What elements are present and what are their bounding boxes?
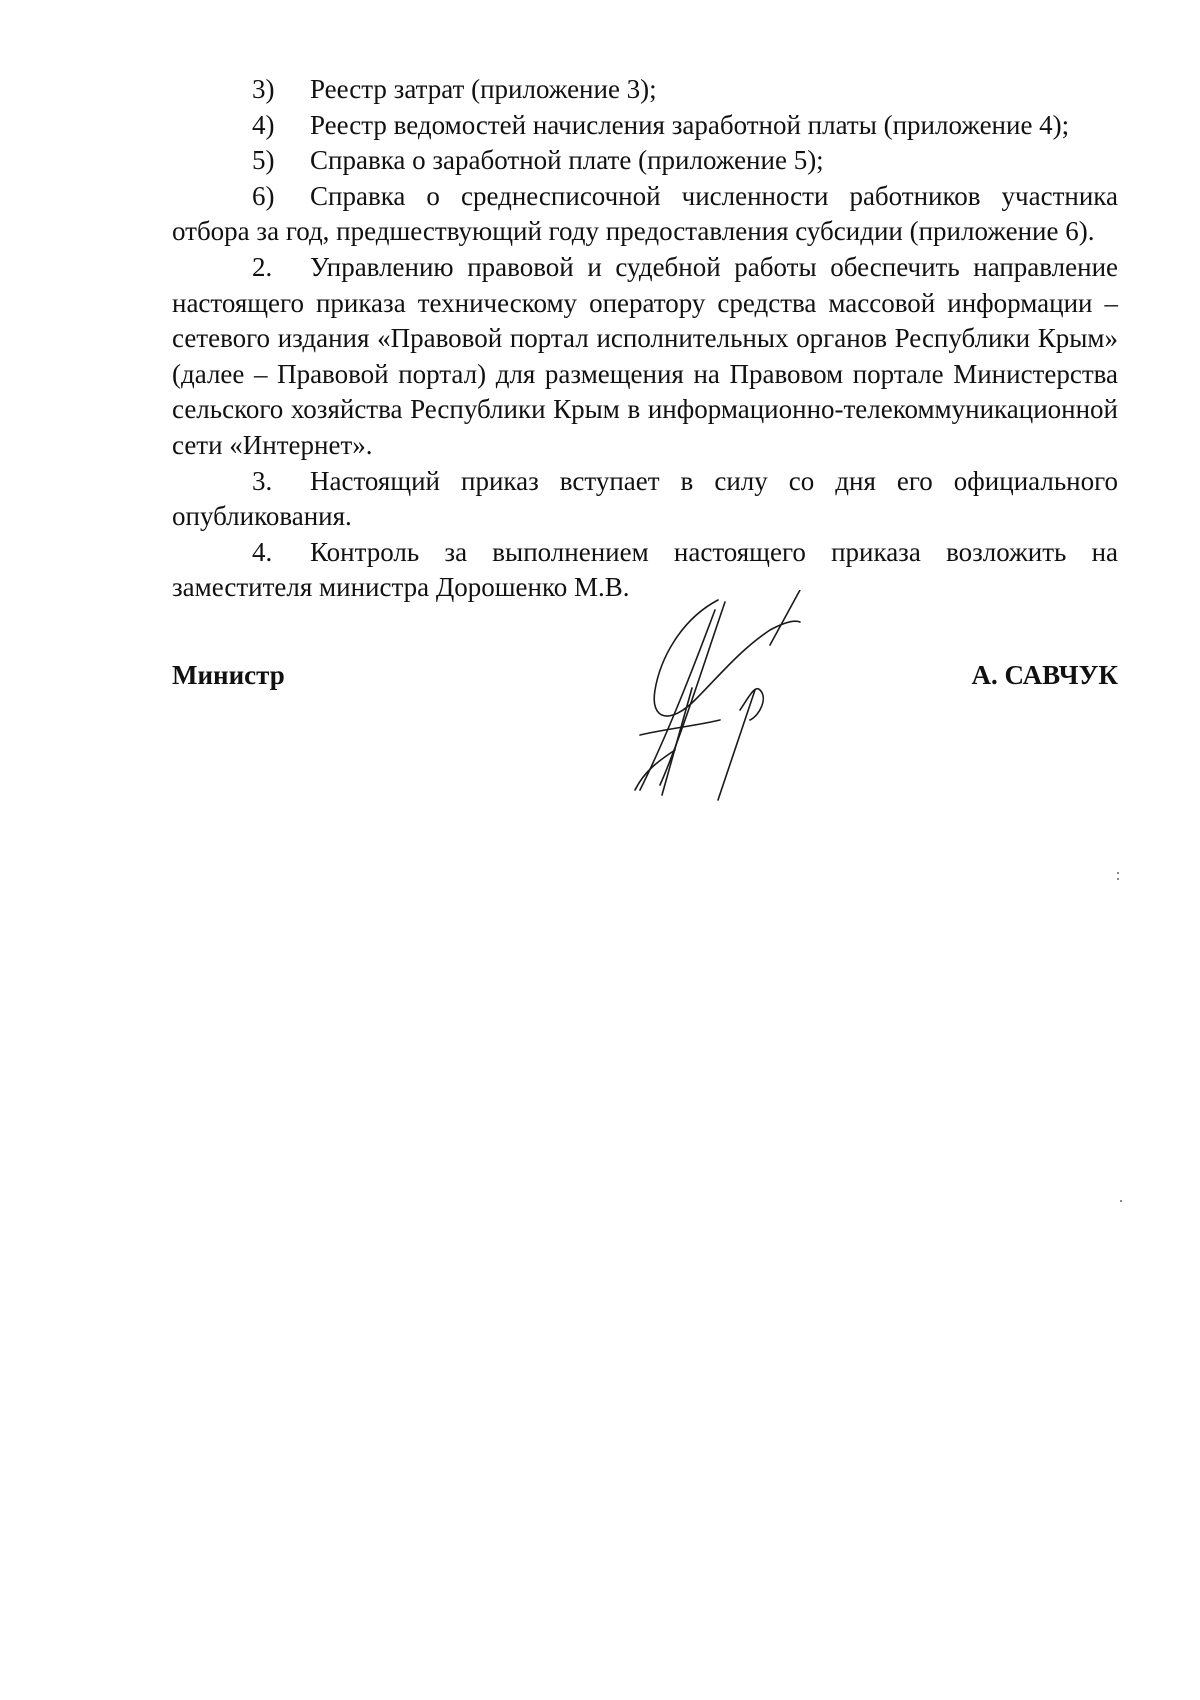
paragraph-number: 4.: [252, 536, 273, 567]
scan-speck: [1120, 1200, 1122, 1202]
scan-speck: [1117, 878, 1119, 880]
list-item: [172, 143, 1118, 179]
list-item-text: Реестр ведомостей начисления заработной платы (приложение 4);: [310, 109, 1070, 140]
list-item-text: Справка о заработной плате (приложение 5);: [310, 145, 824, 176]
signer-name: А. САВЧУК: [971, 660, 1118, 690]
list-item: [172, 72, 1118, 108]
paragraph-text: Контроль за выполнением настоящего приказа возложить на заместителя министра Дорошенко М.В.: [172, 536, 1118, 603]
list-item: 6) Справка о среднесписочной численности работников участника отбора за год, предшествующий году предоставления субсидии (приложение 6).: [172, 180, 1118, 247]
paragraph-number: 3.: [252, 465, 273, 496]
paragraph-text: Настоящий приказ вступает в силу со дня его официального опубликования.: [172, 465, 1118, 532]
paragraph: [172, 250, 1118, 464]
list-item-number: 5): [252, 145, 275, 176]
paragraph-text: Управлению правовой и судебной работы обеспечить направление настоящего приказа техническому оператору средства массовой информации – сетевого издания «Правовой портал исполнительных органов Республики Крым» (далее – Правовой портал) для размещения на Правовом портале Министерства сельского хозяйства Республики Крым в информационно-телекоммуникационной сети «Интернет».: [172, 251, 1118, 460]
scan-speck: [1117, 872, 1119, 874]
paragraph-number: 2.: [252, 251, 273, 282]
list-item-text: Реестр затрат (приложение 3);: [310, 74, 657, 104]
list-item-number: 4): [252, 109, 275, 140]
paragraph: [172, 464, 1118, 535]
list-item-text: Справка о среднесписочной численности работников участника отбора за год, предшествующий году предоставления субсидии (приложение 6).: [172, 180, 1118, 247]
signer-title: Министр: [172, 660, 285, 690]
document-body: [172, 72, 1118, 606]
list-item-number: 3): [252, 74, 275, 104]
list-item: [172, 108, 1118, 144]
handwritten-signature: [600, 590, 870, 810]
